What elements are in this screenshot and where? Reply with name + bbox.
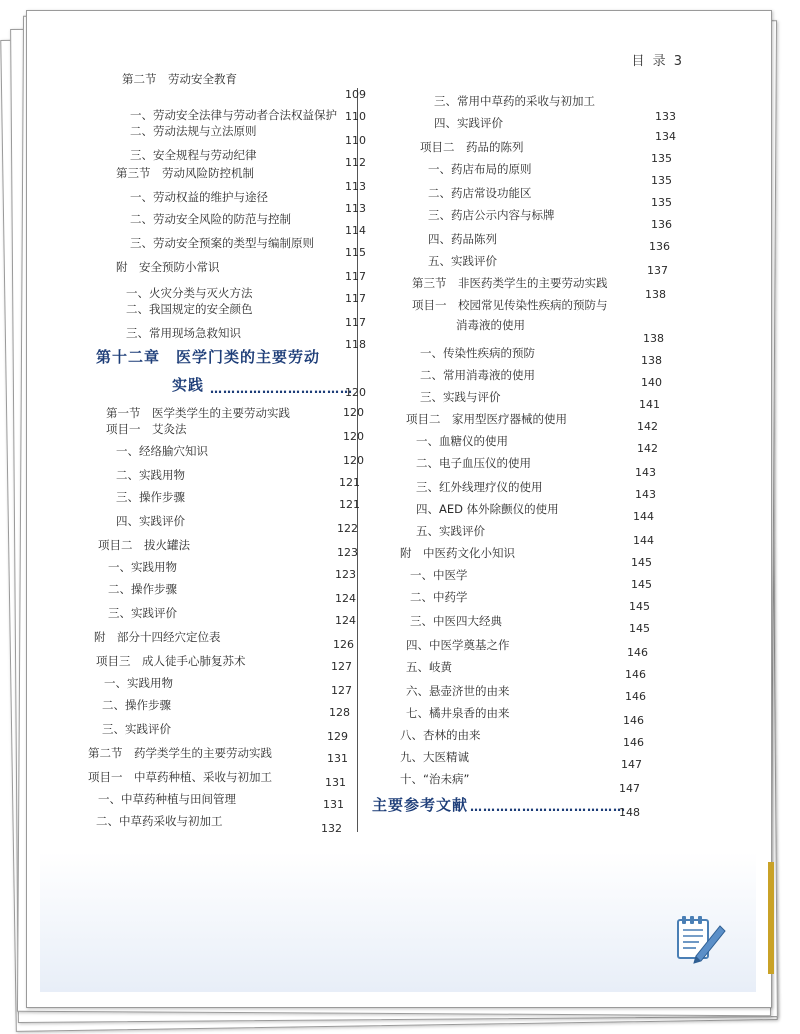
toc-entry-label: 二、劳动法规与立法原则: [130, 124, 257, 138]
toc-entry-page: 146: [625, 690, 646, 703]
toc-entry-label: 附 安全预防小常识: [116, 260, 220, 274]
toc-entry-label: 三、实践评价: [102, 722, 171, 736]
toc-entry-page: 145: [631, 578, 652, 591]
toc-entry-page: 133: [655, 110, 676, 123]
toc-entry-label: 项目一 艾灸法: [106, 422, 187, 436]
toc-entry-page: 121: [339, 476, 360, 489]
toc-entry-label: 二、操作步骤: [108, 582, 177, 596]
page-bottom-tint: [40, 852, 756, 992]
toc-entry-page: 124: [335, 614, 356, 627]
toc-entry-page: 120: [343, 406, 364, 419]
references-dots: ………………………………: [470, 800, 626, 814]
toc-entry-label: 二、药店常设功能区: [428, 186, 532, 200]
toc-entry-label: 附 部分十四经穴定位表: [94, 630, 221, 644]
toc-entry-page: 131: [323, 798, 344, 811]
toc-entry-page: 127: [331, 660, 352, 673]
toc-entry-label: 一、实践用物: [104, 676, 173, 690]
toc-entry-label: 四、中医学奠基之作: [406, 638, 510, 652]
toc-entry-label: 二、常用消毒液的使用: [420, 368, 535, 382]
toc-entry-page: 145: [629, 622, 650, 635]
toc-entry-label: 一、劳动安全法律与劳动者合法权益保护: [130, 108, 337, 122]
toc-entry-label: 一、传染性疾病的预防: [420, 346, 535, 360]
toc-entry-page: 120: [343, 454, 364, 467]
toc-entry-label: 一、血糖仪的使用: [416, 434, 508, 448]
chapter-12-dots: ……………………………: [210, 382, 353, 396]
toc-entry-label: 三、安全规程与劳动纪律: [130, 148, 257, 162]
notepad-pencil-icon: [674, 912, 728, 966]
toc-entry-label: 项目一 校园常见传染性疾病的预防与: [412, 298, 608, 312]
toc-entry-label: 一、劳动权益的维护与途径: [130, 190, 268, 204]
toc-entry-label: 四、药品陈列: [428, 232, 497, 246]
toc-entry-label: 二、操作步骤: [102, 698, 171, 712]
toc-entry-label: 三、常用中草药的采收与初加工: [434, 94, 595, 108]
toc-entry-label: 三、中医四大经典: [410, 614, 502, 628]
toc-entry-label: 五、岐黄: [406, 660, 452, 674]
toc-entry-label: 五、实践评价: [416, 524, 485, 538]
gold-page-edge: [768, 862, 774, 974]
toc-entry-label: 项目二 药品的陈列: [420, 140, 524, 154]
toc-entry-page: 138: [643, 332, 664, 345]
toc-entry-label: 三、劳动安全预案的类型与编制原则: [130, 236, 314, 250]
toc-entry-page: 138: [641, 354, 662, 367]
toc-entry-page: 109: [345, 88, 366, 101]
toc-entry-page: 124: [335, 592, 356, 605]
toc-entry-page: 113: [345, 202, 366, 215]
toc-entry-label: 三、实践评价: [108, 606, 177, 620]
toc-entry-label: 项目一 中草药种植、采收与初加工: [88, 770, 272, 784]
toc-entry-page: 143: [635, 488, 656, 501]
toc-entry-page: 136: [649, 240, 670, 253]
toc-entry-label: 八、杏林的由来: [400, 728, 481, 742]
toc-entry-page: 137: [647, 264, 668, 277]
references-page: 148: [619, 806, 640, 819]
toc-entry-label: 二、电子血压仪的使用: [416, 456, 531, 470]
chapter-12-title-line2[interactable]: 实践: [172, 376, 205, 394]
toc-entry-page: 126: [333, 638, 354, 651]
toc-entry-label: 十、“治未病”: [400, 772, 470, 786]
toc-entry-page: 135: [651, 196, 672, 209]
toc-entry-label: 一、药店布局的原则: [428, 162, 532, 176]
toc-entry-page: 122: [337, 522, 358, 535]
toc-entry-page: 135: [651, 174, 672, 187]
toc-entry-label: 消毒液的使用: [456, 318, 525, 332]
toc-entry-page: 129: [327, 730, 348, 743]
toc-entry-label: 一、中草药种植与田间管理: [98, 792, 236, 806]
toc-entry-page: 135: [651, 152, 672, 165]
toc-entry-label: 九、大医精诚: [400, 750, 469, 764]
toc-entry-label: 第二节 劳动安全教育: [122, 72, 237, 86]
chapter-12-title-line1[interactable]: 第十二章 医学门类的主要劳动: [96, 348, 321, 366]
toc-entry-page: 115: [345, 246, 366, 259]
references-title[interactable]: 主要参考文献: [372, 796, 469, 814]
toc-entry-label: 一、火灾分类与灭火方法: [126, 286, 253, 300]
toc-entry-page: 145: [629, 600, 650, 613]
toc-entry-label: 附 中医药文化小知识: [400, 546, 515, 560]
toc-entry-label: 项目三 成人徒手心肺复苏术: [96, 654, 246, 668]
toc-entry-page: 146: [623, 714, 644, 727]
toc-entry-label: 项目二 拔火罐法: [98, 538, 190, 552]
toc-entry-page: 147: [619, 782, 640, 795]
toc-entry-page: 110: [345, 134, 366, 147]
toc-entry-page: 136: [651, 218, 672, 231]
toc-entry-label: 五、实践评价: [428, 254, 497, 268]
toc-entry-page: 121: [339, 498, 360, 511]
toc-entry-label: 第三节 非医药类学生的主要劳动实践: [412, 276, 608, 290]
toc-entry-label: 四、实践评价: [116, 514, 185, 528]
toc-entry-label: 第二节 药学类学生的主要劳动实践: [88, 746, 272, 760]
toc-entry-label: 二、我国规定的安全颜色: [126, 302, 253, 316]
toc-entry-page: 117: [345, 316, 366, 329]
toc-entry-label: 三、操作步骤: [116, 490, 185, 504]
toc-entry-page: 113: [345, 180, 366, 193]
toc-entry-page: 141: [639, 398, 660, 411]
toc-entry-page: 123: [337, 546, 358, 559]
toc-entry-page: 145: [631, 556, 652, 569]
toc-entry-label: 三、药店公示内容与标牌: [428, 208, 555, 222]
toc-entry-label: 一、经络腧穴知识: [116, 444, 208, 458]
toc-entry-page: 138: [645, 288, 666, 301]
toc-entry-page: 142: [637, 442, 658, 455]
toc-entry-page: 128: [329, 706, 350, 719]
toc-entry-page: 146: [623, 736, 644, 749]
toc-entry-page: 146: [627, 646, 648, 659]
page-header: 目 录 3: [631, 54, 684, 69]
toc-entry-page: 131: [325, 776, 346, 789]
toc-entry-label: 第一节 医学类学生的主要劳动实践: [106, 406, 290, 420]
toc-entry-page: 143: [635, 466, 656, 479]
toc-entry-page: 140: [641, 376, 662, 389]
toc-entry-label: 七、橘井泉香的由来: [406, 706, 510, 720]
toc-entry-page: 131: [327, 752, 348, 765]
toc-entry-page: 120: [343, 430, 364, 443]
toc-entry-label: 一、中医学: [410, 568, 468, 582]
toc-entry-page: 118: [345, 338, 366, 351]
toc-entry-label: 二、中草药采收与初加工: [96, 814, 223, 828]
toc-entry-page: 134: [655, 130, 676, 143]
toc-entry-label: 一、实践用物: [108, 560, 177, 574]
chapter-12-page: 120: [345, 386, 366, 399]
toc-entry-page: 112: [345, 156, 366, 169]
toc-entry-label: 第三节 劳动风险防控机制: [116, 166, 254, 180]
toc-entry-page: 144: [633, 510, 654, 523]
toc-entry-label: 二、实践用物: [116, 468, 185, 482]
toc-entry-label: 项目二 家用型医疗器械的使用: [406, 412, 567, 426]
toc-entry-page: 146: [625, 668, 646, 681]
toc-entry-label: 三、常用现场急救知识: [126, 326, 241, 340]
toc-entry-label: 二、中药学: [410, 590, 468, 604]
toc-entry-page: 147: [621, 758, 642, 771]
toc-entry-page: 144: [633, 534, 654, 547]
toc-entry-label: 三、实践与评价: [420, 390, 501, 404]
toc-entry-label: 六、悬壶济世的由来: [406, 684, 510, 698]
toc-entry-label: 四、实践评价: [434, 116, 503, 130]
toc-entry-page: 123: [335, 568, 356, 581]
toc-entry-page: 110: [345, 110, 366, 123]
toc-entry-label: 四、AED 体外除颤仪的使用: [416, 502, 559, 516]
toc-entry-page: 117: [345, 270, 366, 283]
toc-entry-page: 142: [637, 420, 658, 433]
toc-entry-page: 117: [345, 292, 366, 305]
toc-entry-label: 三、红外线理疗仪的使用: [416, 480, 543, 494]
toc-entry-page: 127: [331, 684, 352, 697]
toc-entry-page: 132: [321, 822, 342, 835]
toc-entry-label: 二、劳动安全风险的防范与控制: [130, 212, 291, 226]
toc-entry-page: 114: [345, 224, 366, 237]
